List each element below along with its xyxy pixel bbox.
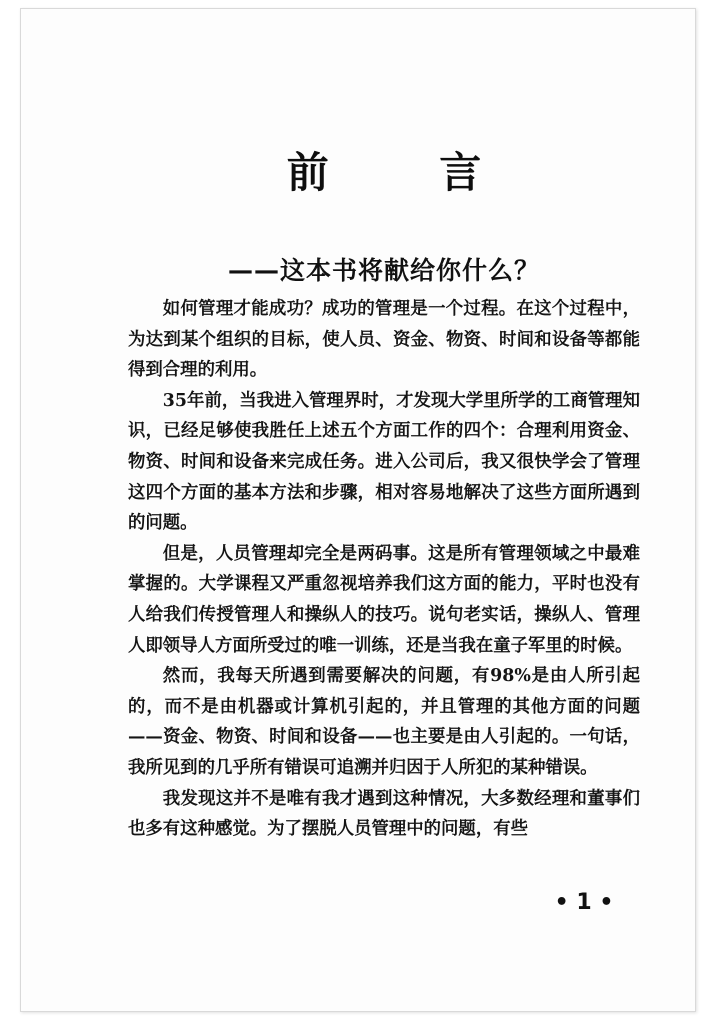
paragraph-4: 然而，我每天所遇到需要解决的问题，有98%是由人所引起的，而不是由机器或计算机引起的，并且管理的其他方面的问题——资金、物资、时间和设备——也主要是由人引起的。一句话，我所见到的几乎所有错误可追溯并归因于人所犯的某种错误。 [128,666,640,778]
page-subtitle: ——这本书将献给你什么？ [227,256,540,285]
paragraph-2: 35年前，当我进入管理界时，才发现大学里所学的工商管理知识，已经足够使我胜任上述五个方面工作的四个：合理利用资金、物资、时间和设备来完成任务。进入公司后，我又很快学会了管理这四个方面的基本方法和步骤，相对容易地解决了这些方面所遇到的问题。 [128,390,640,534]
page-title: 前 言 [286,148,530,197]
body-text [128,294,640,845]
paragraph-5: 我发现这并不是唯有我才遇到这种情况，大多数经理和董事们也多有这种感觉。为了摆脱人员管理中的问题，有些 [128,788,640,840]
page-number: • 1 • [554,890,614,915]
paragraph-3: 但是，人员管理却完全是两码事。这是所有管理领域之中最难掌握的。大学课程又严重忽视培养我们这方面的能力，平时也没有人给我们传授管理人和操纵人的技巧。说句老实话，操纵人、管理人即领导人方面所受过的唯一训练，还是当我在童子军里的时候。 [128,543,640,656]
paragraph-1: 如何管理才能成功？成功的管理是一个过程。在这个过程中，为达到某个组织的目标，使人员、资金、物资、时间和设备等都能得到合理的利用。 [128,299,640,381]
document-page [128,0,640,1024]
